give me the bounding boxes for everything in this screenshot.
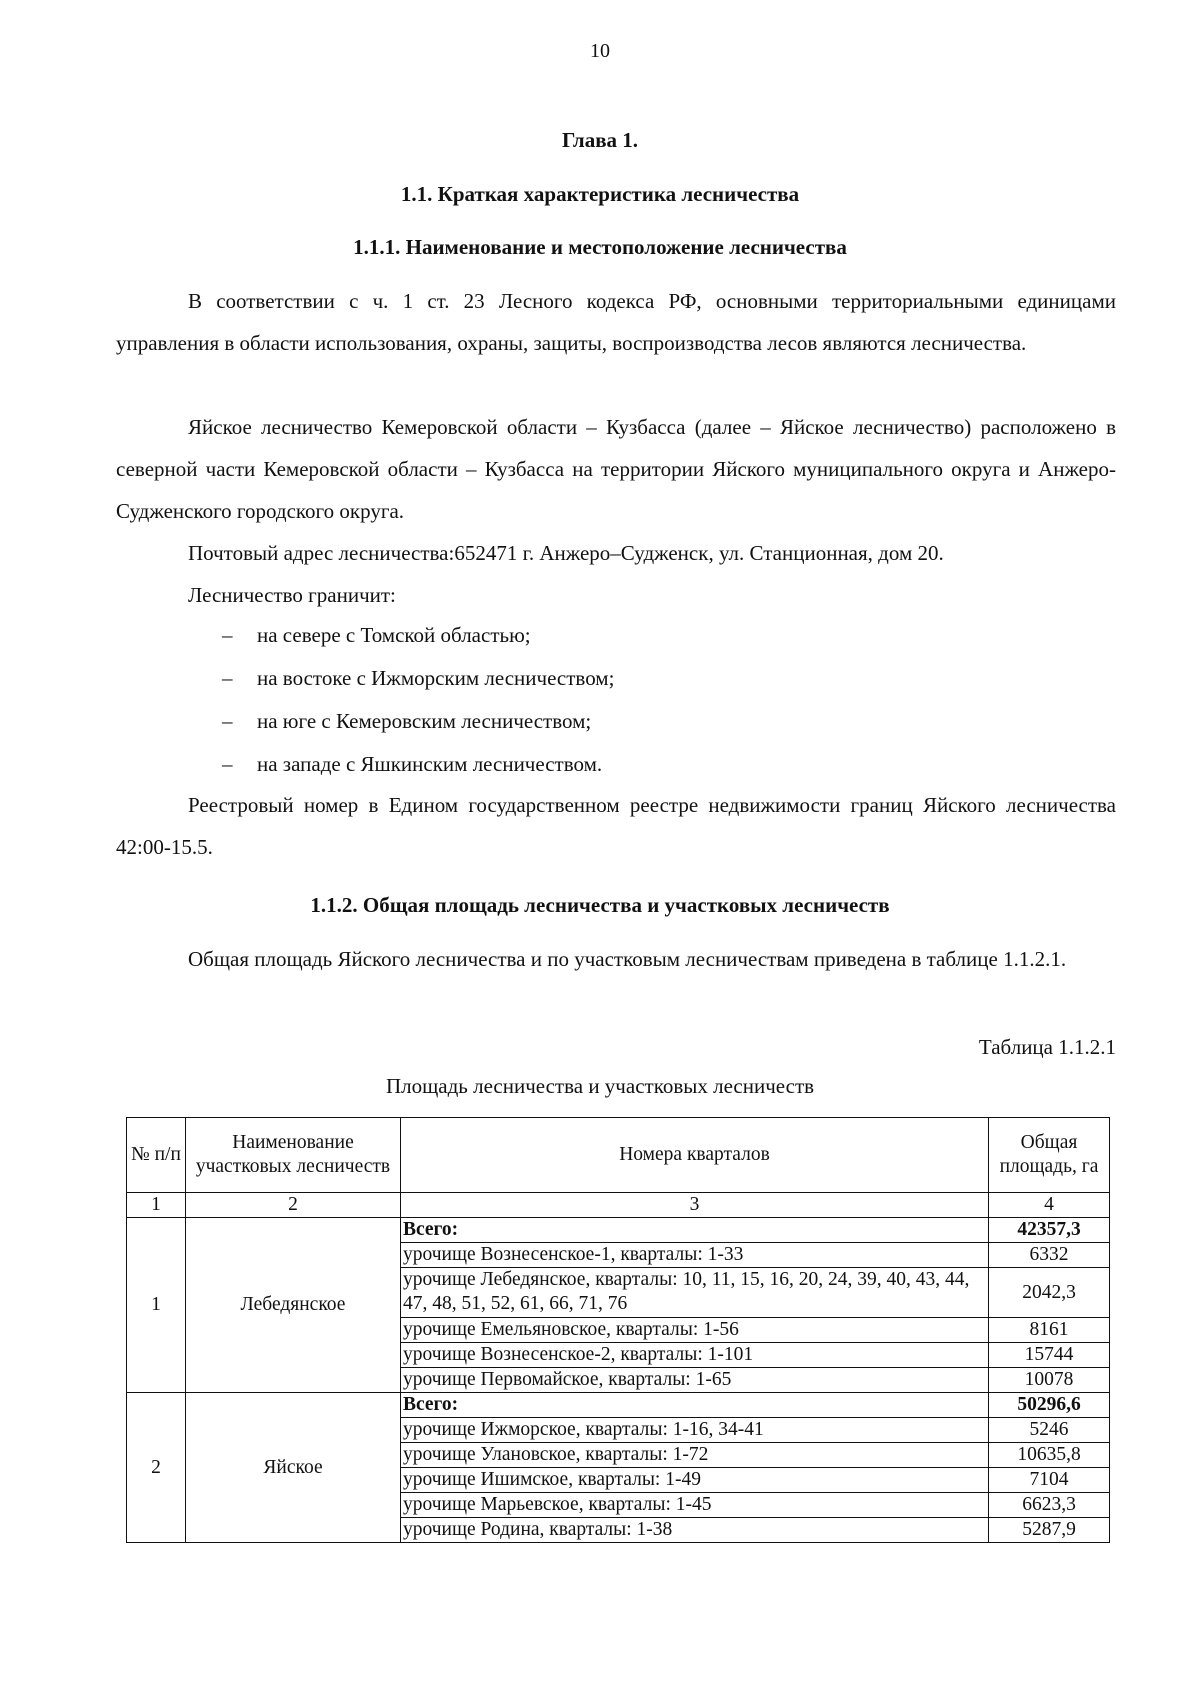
table-row (127, 1393, 1110, 1418)
area-cell: 5287,9 (989, 1518, 1110, 1543)
area-table (126, 1117, 1110, 1543)
group-name-cell: Яйское (186, 1393, 401, 1543)
column-number: 1 (127, 1193, 186, 1218)
page-number: 10 (590, 40, 610, 62)
quarters-cell: урочище Вознесенское-1, кварталы: 1-33 (401, 1243, 989, 1268)
header-cell-number: № п/п (127, 1118, 186, 1193)
total-label-cell: Всего: (401, 1393, 989, 1418)
table-header-row (127, 1118, 1110, 1193)
group-number-cell: 1 (127, 1218, 186, 1393)
group-number-cell: 2 (127, 1393, 186, 1543)
table-row (127, 1218, 1110, 1243)
total-label-cell: Всего: (401, 1218, 989, 1243)
quarters-cell: урочище Емельяновское, кварталы: 1-56 (401, 1318, 989, 1343)
postal-address: Почтовый адрес лесничества:652471 г. Анжеро–Судженск, ул. Станционная, дом 20. (188, 541, 944, 565)
subsection-heading-1: 1.1.1. Наименование и местоположение лесничества (353, 235, 847, 259)
header-cell-area: Общая площадь, га (989, 1118, 1110, 1193)
border-text: на востоке с Ижморским лесничеством; (257, 666, 615, 690)
paragraph-location: Яйское лесничество Кемеровской области – Кузбасса (далее – Яйское лесничество) расположено в северной части Кемеровской области – Кузбасса на территории Яйского муниципального округа и Анжеро-Судженского городского округа. (116, 415, 1116, 523)
paragraph-area-intro: Общая площадь Яйского лесничества и по участковым лесничествам приведена в таблице 1.1.2.1. (188, 947, 1067, 971)
area-cell: 6332 (989, 1243, 1110, 1268)
bullet-dash: – (222, 709, 233, 733)
area-cell: 7104 (989, 1468, 1110, 1493)
quarters-cell: урочище Улановское, кварталы: 1-72 (401, 1443, 989, 1468)
quarters-cell: урочище Родина, кварталы: 1-38 (401, 1518, 989, 1543)
area-cell: 6623,3 (989, 1493, 1110, 1518)
bullet-dash: – (222, 666, 233, 690)
border-text: на севере с Томской областью; (257, 623, 531, 647)
section-heading: 1.1. Краткая характеристика лесничества (400, 182, 800, 206)
area-cell: 10078 (989, 1368, 1110, 1393)
column-number: 3 (401, 1193, 989, 1218)
quarters-cell: урочище Ижморское, кварталы: 1-16, 34-41 (401, 1418, 989, 1443)
column-number: 4 (989, 1193, 1110, 1218)
column-numbers-row (127, 1193, 1110, 1218)
paragraph-registry: Реестровый номер в Едином государственном реестре недвижимости границ Яйского лесничества 42:00-15.5. (116, 793, 1116, 859)
column-number: 2 (186, 1193, 401, 1218)
header-cell-name: Наименование участковых лесничеств (186, 1118, 401, 1193)
border-text: на юге с Кемеровским лесничеством; (257, 709, 592, 733)
bullet-dash: – (222, 752, 233, 776)
chapter-heading: Глава 1. (561, 128, 639, 152)
area-cell: 8161 (989, 1318, 1110, 1343)
quarters-cell: урочище Марьевское, кварталы: 1-45 (401, 1493, 989, 1518)
quarters-cell: урочище Первомайское, кварталы: 1-65 (401, 1368, 989, 1393)
bullet-dash: – (222, 623, 233, 647)
table-caption: Площадь лесничества и участковых лесничеств (385, 1074, 815, 1098)
group-name-cell: Лебедянское (186, 1218, 401, 1393)
border-text: на западе с Яшкинским лесничеством. (257, 752, 603, 776)
area-cell: 2042,3 (989, 1268, 1110, 1318)
borders-intro: Лесничество граничит: (188, 583, 396, 607)
total-area-cell: 42357,3 (989, 1218, 1110, 1243)
area-cell: 15744 (989, 1343, 1110, 1368)
quarters-cell: урочище Вознесенское-2, кварталы: 1-101 (401, 1343, 989, 1368)
subsection-heading-2: 1.1.2. Общая площадь лесничества и участковых лесничеств (310, 893, 890, 917)
area-cell: 10635,8 (989, 1443, 1110, 1468)
paragraph-forest-code: В соответствии с ч. 1 ст. 23 Лесного кодекса РФ, основными территориальными единицами управления в области использования, охраны, защиты, воспроизводства лесов являются лесничества. (116, 289, 1116, 355)
header-cell-quarters: Номера кварталов (401, 1118, 989, 1193)
quarters-cell: урочище Ишимское, кварталы: 1-49 (401, 1468, 989, 1493)
area-cell: 5246 (989, 1418, 1110, 1443)
table-number: Таблица 1.1.2.1 (978, 1035, 1116, 1059)
total-area-cell: 50296,6 (989, 1393, 1110, 1418)
quarters-cell: урочище Лебедянское, кварталы: 10, 11, 15, 16, 20, 24, 39, 40, 43, 44, 47, 48, 51, 52, 61, 66, 71, 76 (401, 1268, 989, 1318)
